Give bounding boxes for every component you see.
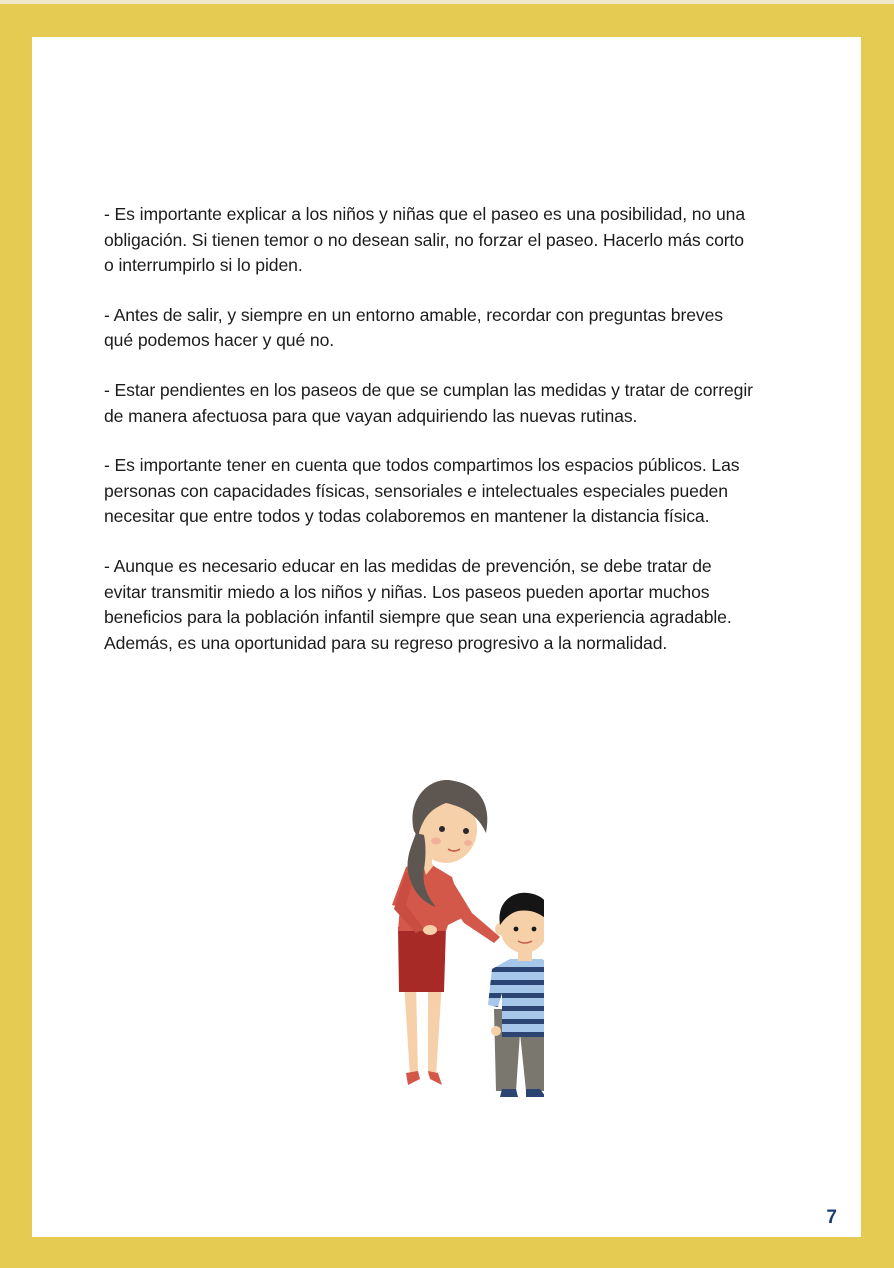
- document-page: [32, 37, 861, 1237]
- text-line: - Es importante tener en cuenta que todos compartimos los espacios públicos. Las: [104, 455, 740, 476]
- paragraph-1: [104, 202, 794, 279]
- text-line: Además, es una oportunidad para su regreso progresivo a la normalidad.: [104, 632, 668, 653]
- text-line: o interrumpirlo si lo piden.: [104, 255, 303, 276]
- page-number: 7: [826, 1207, 837, 1228]
- text-line: evitar transmitir miedo a los niños y niñas. Los paseos pueden aportar muchos: [104, 581, 710, 602]
- paragraph-2: [104, 303, 794, 354]
- text-line: obligación. Si tienen temor o no desean salir, no forzar el paseo. Hacerlo más corto: [104, 229, 744, 250]
- text-line: qué podemos hacer y qué no.: [104, 330, 335, 351]
- top-strip: [0, 0, 894, 4]
- woman-figure: [392, 780, 500, 1085]
- boy-figure: [484, 893, 544, 1097]
- mother-and-child-illustration: [354, 737, 544, 1097]
- text-line: - Es importante explicar a los niños y niñas que el paseo es una posibilidad, no una: [104, 204, 746, 224]
- text-line: necesitar que entre todos y todas colaboremos en mantener la distancia física.: [104, 506, 710, 527]
- body-text: [104, 202, 794, 680]
- text-line: personas con capacidades físicas, sensoriales e intelectuales especiales pueden: [104, 480, 728, 501]
- paragraph-5: [104, 554, 794, 656]
- text-line: - Aunque es necesario educar en las medidas de prevención, se debe tratar de: [104, 555, 712, 576]
- text-line: - Antes de salir, y siempre en un entorno amable, recordar con preguntas breves: [104, 304, 723, 325]
- text-line: - Estar pendientes en los paseos de que se cumplan las medidas y tratar de corregir: [104, 379, 753, 400]
- text-line: de manera afectuosa para que vayan adquiriendo las nuevas rutinas.: [104, 405, 638, 426]
- paragraph-4: [104, 453, 794, 530]
- text-line: beneficios para la población infantil siempre que sean una experiencia agradable.: [104, 607, 732, 628]
- paragraph-3: [104, 378, 794, 429]
